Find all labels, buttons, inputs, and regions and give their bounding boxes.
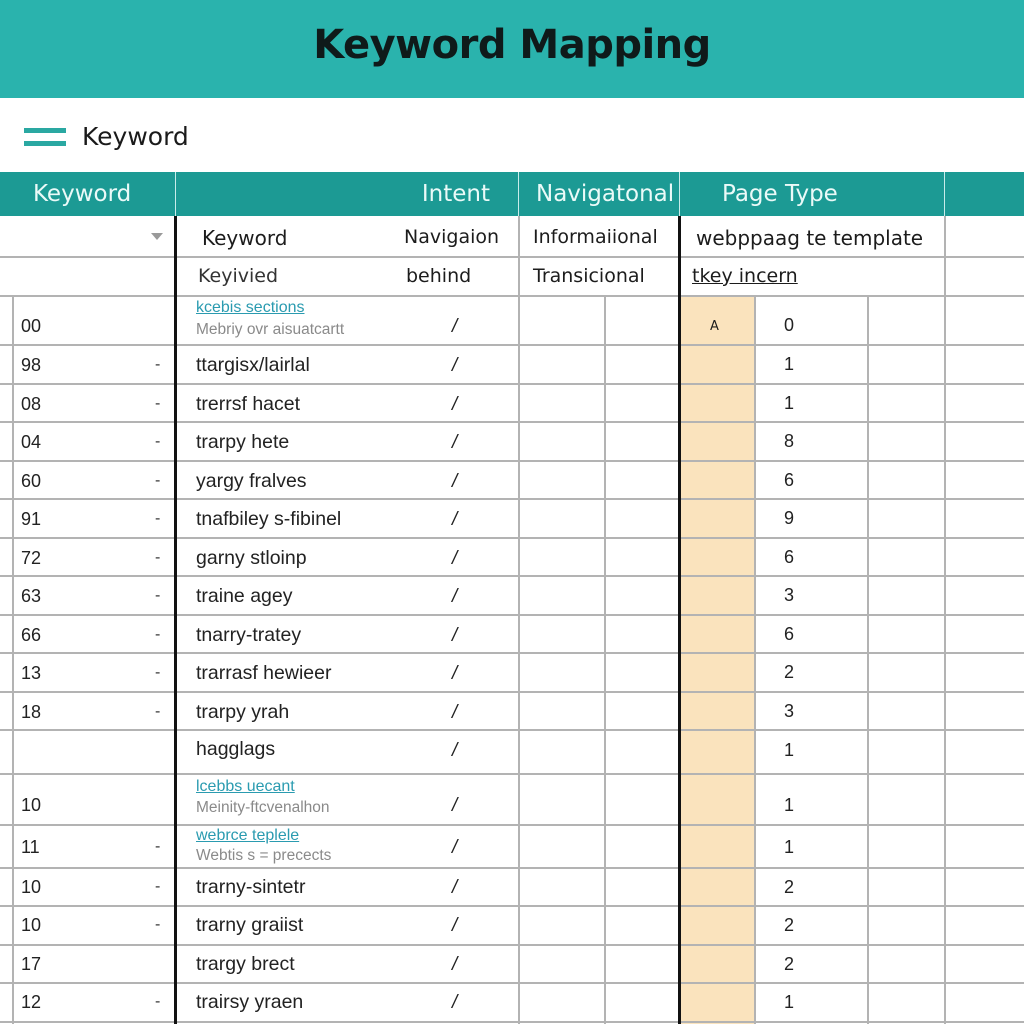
row-id: 08: [21, 394, 42, 414]
row-dash: -: [155, 510, 161, 527]
intent-value: /: [452, 795, 458, 816]
intent-value: /: [452, 432, 458, 453]
rank-value: 1: [784, 740, 795, 760]
grid-line: [0, 460, 1024, 462]
keyword-value[interactable]: trarpy yrah: [196, 701, 290, 723]
chevron-down-icon[interactable]: [151, 233, 163, 240]
row-id: 10: [21, 915, 42, 935]
intent-value: /: [452, 954, 458, 975]
intent-value: /: [452, 877, 458, 898]
grid-line: [0, 1021, 1024, 1023]
intent-value: /: [452, 316, 458, 337]
keyword-value[interactable]: traine agey: [196, 585, 293, 607]
grid-line: [0, 905, 1024, 907]
row-id: 17: [21, 954, 42, 974]
row-id: 12: [21, 992, 42, 1012]
grid-line: [0, 498, 1024, 500]
rank-value: 3: [784, 585, 795, 605]
section-title: Keyword: [82, 121, 189, 151]
filter-page-type[interactable]: webppaag te template: [696, 226, 924, 250]
row-id: 04: [21, 432, 42, 452]
subrow-keyword: Keyivied: [198, 265, 278, 287]
grid-line: [0, 982, 1024, 984]
keyword-value[interactable]: tnarry-tratey: [196, 624, 302, 646]
grid-line: [0, 652, 1024, 654]
grid-line: [0, 691, 1024, 693]
keyword-subtext: Mebriy ovr aisuatcartt: [196, 321, 345, 338]
intent-value: /: [452, 992, 458, 1013]
row-dash: -: [155, 549, 161, 566]
rank-value: 3: [784, 701, 795, 721]
grid-line: [0, 944, 1024, 946]
title-bar: [0, 0, 1024, 98]
row-dash: -: [155, 433, 161, 450]
rank-value: 6: [784, 470, 795, 490]
grid-line: [0, 421, 1024, 423]
keyword-subtext: Webtis s = precects: [196, 847, 332, 864]
row-dash: -: [155, 838, 161, 855]
row-dash: -: [155, 587, 161, 604]
keyword-value[interactable]: trargy brect: [196, 953, 295, 975]
intent-value: /: [452, 509, 458, 530]
row-id: 00: [21, 316, 42, 336]
rank-value: 2: [784, 915, 795, 935]
keyword-value[interactable]: trarrasf hewieer: [196, 662, 332, 684]
row-id: 72: [21, 548, 42, 568]
keyword-link[interactable]: kcebis sections: [196, 299, 305, 316]
column-header-extra[interactable]: [945, 172, 1024, 216]
intent-value: /: [452, 740, 458, 761]
keyword-value[interactable]: trarny-sintetr: [196, 876, 306, 898]
intent-value: /: [452, 394, 458, 415]
rank-value: 1: [784, 992, 795, 1012]
grid-line: [754, 296, 756, 1024]
keyword-value[interactable]: ttargisx/lairlal: [196, 354, 310, 376]
grid-line: [0, 867, 1024, 869]
row-dash: -: [155, 664, 161, 681]
highlight-column: [681, 297, 755, 1024]
grid-line: [0, 575, 1024, 577]
subrow-intent: behind: [406, 265, 472, 287]
rank-value: 2: [784, 877, 795, 897]
keyword-link[interactable]: lcebbs uecant: [196, 778, 295, 795]
intent-value: /: [452, 663, 458, 684]
rank-value: 1: [784, 393, 795, 413]
grid-line: [518, 216, 520, 1024]
rank-value: 6: [784, 547, 795, 567]
column-divider: [678, 216, 681, 1024]
intent-value: /: [452, 471, 458, 492]
rank-value: 6: [784, 624, 795, 644]
rank-value: 8: [784, 431, 795, 451]
intent-value: /: [452, 548, 458, 569]
grid-line: [0, 824, 1024, 826]
intent-value: /: [452, 915, 458, 936]
intent-value: /: [452, 702, 458, 723]
filter-intent[interactable]: Navigaion: [404, 226, 500, 248]
subrow-navigational: Transicional: [533, 265, 645, 287]
column-header-intent[interactable]: Intent: [176, 172, 519, 216]
intent-value: /: [452, 355, 458, 376]
grid-line: [0, 729, 1024, 731]
filter-keyword[interactable]: Keyword: [202, 226, 288, 250]
column-header-row: [0, 172, 1024, 216]
grid-line: [0, 773, 1024, 775]
row-id: 13: [21, 663, 42, 683]
keyword-subtext: Meinity-ftcvenalhon: [196, 799, 330, 816]
hamburger-menu-icon[interactable]: [24, 128, 66, 146]
warning-marker-icon: A: [710, 319, 719, 334]
grid-line: [0, 383, 1024, 385]
rank-value: 1: [784, 837, 795, 857]
keyword-value[interactable]: yargy fralves: [196, 470, 307, 492]
grid-line: [0, 614, 1024, 616]
row-dash: -: [155, 703, 161, 720]
grid-line: [0, 344, 1024, 346]
column-header-navigational[interactable]: Navigatonal: [519, 172, 680, 216]
row-dash: -: [155, 472, 161, 489]
grid-line: [604, 296, 606, 1024]
row-id: 98: [21, 355, 42, 375]
row-dash: -: [155, 993, 161, 1010]
grid-line: [0, 295, 1024, 297]
row-id: 63: [21, 586, 42, 606]
column-divider: [174, 216, 177, 1024]
rank-value: 0: [784, 315, 795, 335]
rank-value: 1: [784, 795, 795, 815]
row-id: 11: [21, 837, 40, 857]
rank-value: 9: [784, 508, 795, 528]
keyword-value[interactable]: hagglags: [196, 738, 276, 760]
rank-value: 2: [784, 954, 795, 974]
column-header-page-type[interactable]: Page Type: [680, 172, 945, 216]
row-id: 60: [21, 471, 42, 491]
section-header: [0, 98, 1024, 172]
intent-value: /: [452, 625, 458, 646]
intent-value: /: [452, 837, 458, 858]
grid-line: [0, 256, 1024, 258]
row-id: 91: [21, 509, 42, 529]
keyword-value[interactable]: tnafbiley s-fibinel: [196, 508, 342, 530]
row-dash: -: [155, 395, 161, 412]
row-dash: -: [155, 916, 161, 933]
keyword-link[interactable]: webrce teplele: [196, 827, 300, 844]
intent-value: /: [452, 586, 458, 607]
row-dash: -: [155, 626, 161, 643]
page-title: Keyword Mapping: [313, 22, 711, 68]
grid-line: [0, 537, 1024, 539]
rank-value: 1: [784, 354, 795, 374]
grid-line: [944, 216, 946, 1024]
row-id: 10: [21, 877, 42, 897]
row-dash: -: [155, 878, 161, 895]
row-id: 18: [21, 702, 42, 722]
grid-line: [12, 296, 14, 1024]
grid-line: [867, 296, 869, 1024]
keyword-value[interactable]: trarpy hete: [196, 431, 290, 453]
row-dash: -: [155, 356, 161, 373]
rank-value: 2: [784, 662, 795, 682]
filter-navigational[interactable]: Informaiional: [533, 226, 658, 248]
keyword-value[interactable]: garny stloinp: [196, 547, 307, 569]
subrow-page-type-link[interactable]: tkey incern: [692, 265, 798, 287]
column-header-keyword[interactable]: Keyword: [0, 172, 176, 216]
keyword-value[interactable]: trerrsf hacet: [196, 393, 301, 415]
keyword-value[interactable]: trarny graiist: [196, 914, 304, 936]
keyword-value[interactable]: trairsy yraen: [196, 991, 304, 1013]
row-id: 10: [21, 795, 42, 815]
row-id: 66: [21, 625, 42, 645]
